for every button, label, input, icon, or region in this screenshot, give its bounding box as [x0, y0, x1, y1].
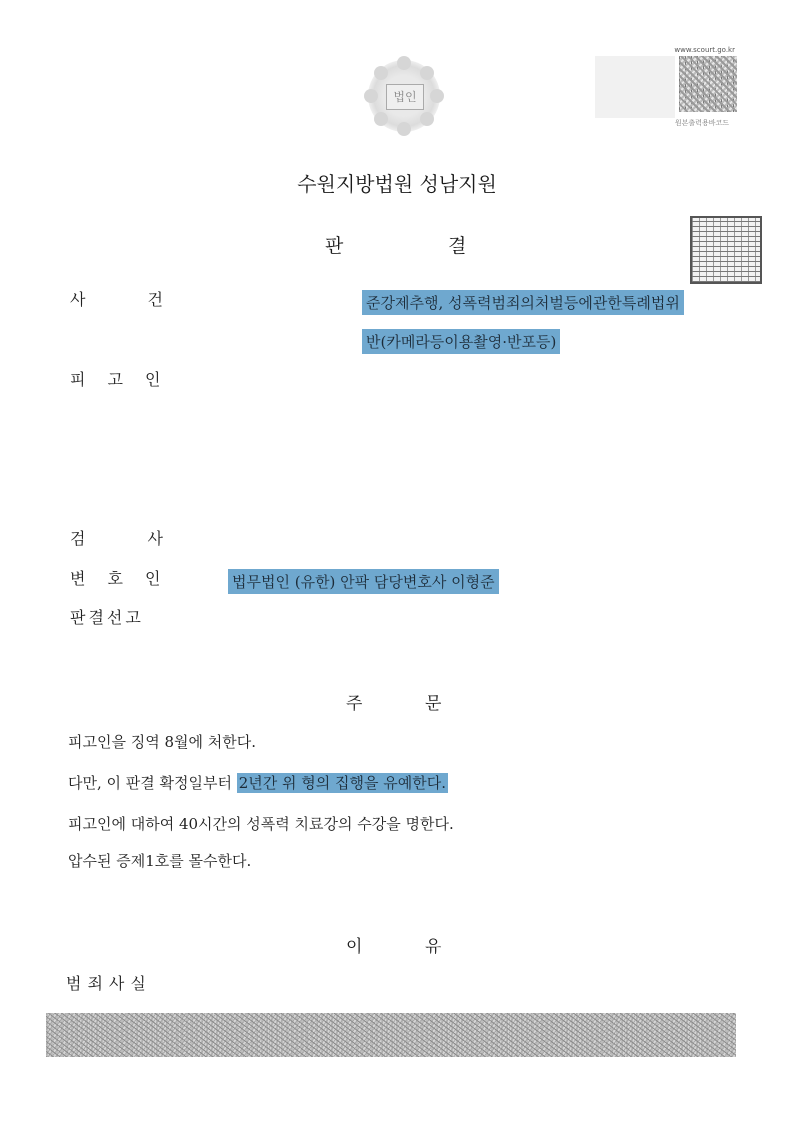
ruling-line-1: 피고인을 징역 8월에 처한다.: [68, 733, 257, 751]
redacted-block: [46, 1013, 736, 1057]
prosecutor-label: 검 사: [70, 529, 163, 548]
qr-caption: 원본출력용바코드: [674, 119, 729, 127]
verification-barcode: [595, 46, 737, 127]
case-name-line1: 준강제추행, 성폭력범죄의처벌등에관한특례법위: [362, 290, 684, 315]
ruling-line-2-prefix: 다만, 이 판결 확정일부터: [68, 774, 237, 792]
qr-code-icon: [679, 56, 737, 112]
barcode-blank-area: [595, 56, 675, 118]
reasons-title-char-1: 이: [346, 937, 363, 957]
probation-highlight: 2년간 위 형의 집행을 유예한다.: [238, 774, 447, 792]
counsel-label: 변 호 인: [70, 569, 161, 588]
case-label: 사 건: [70, 290, 163, 309]
sentencing-date-label: 판결선고: [70, 608, 144, 627]
court-name: 수원지방법원 성남지원: [297, 172, 497, 196]
official-stamp-icon: [690, 216, 762, 284]
seal-text: 법인: [386, 84, 424, 110]
crime-facts-heading: 범죄사실: [66, 974, 152, 993]
court-seal-logo: [368, 60, 440, 132]
ruling-line-3: 피고인에 대하여 40시간의 성폭력 치료강의 수강을 명한다.: [68, 815, 454, 833]
reasons-title-char-2: 유: [425, 937, 442, 957]
ruling-title-char-1: 주: [346, 694, 363, 714]
ruling-title-char-2: 문: [425, 694, 442, 714]
defendant-label: 피 고 인: [70, 370, 161, 389]
qr-url: www.scourt.go.kr: [674, 46, 735, 54]
ruling-line-2: [68, 772, 448, 793]
doc-title-char-2: 결: [448, 235, 467, 257]
case-name-line2: 반(카메라등이용촬영·반포등): [362, 329, 560, 354]
counsel-name: 법무법인 (유한) 안팍 담당변호사 이형준: [228, 569, 499, 594]
doc-title-char-1: 판: [325, 235, 344, 257]
ruling-line-4: 압수된 증제1호를 몰수한다.: [68, 852, 252, 870]
